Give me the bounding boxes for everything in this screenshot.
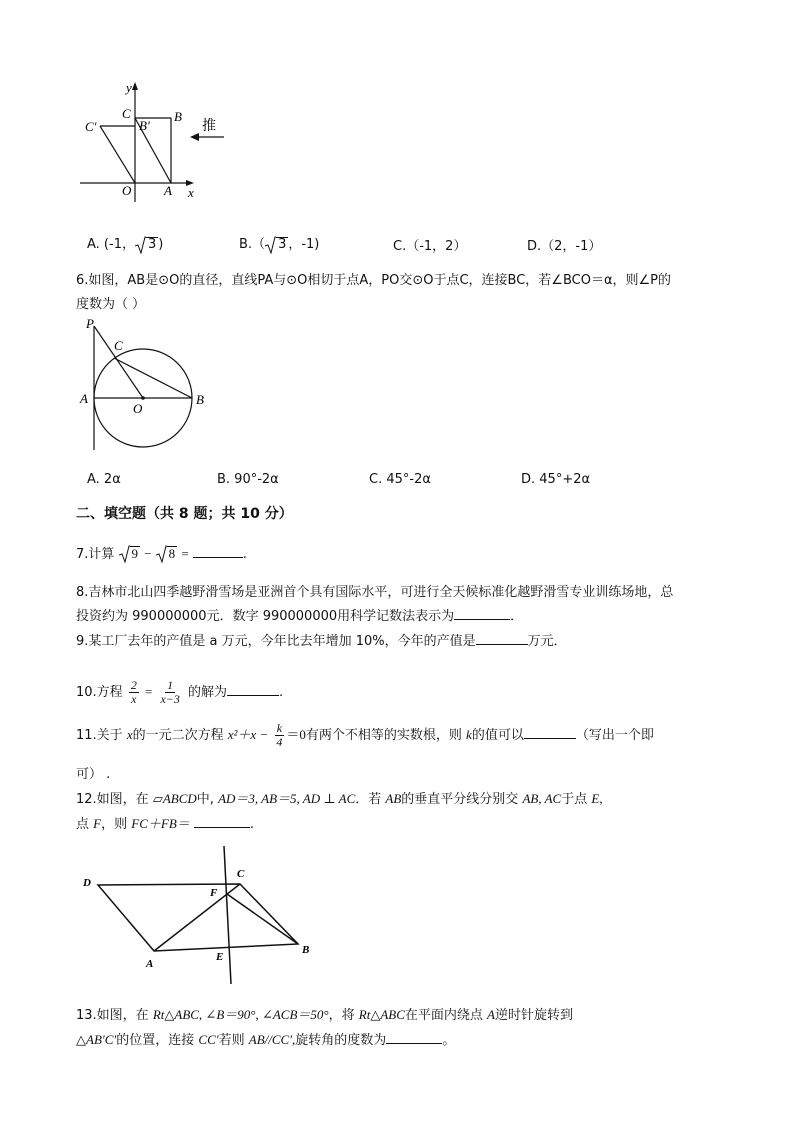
q12-line2-c: ，则 (101, 817, 128, 832)
q10-frac2-den: x−3 (160, 692, 180, 706)
q9 (76, 630, 567, 649)
fig5-label-y: y (126, 80, 132, 95)
q11-equation-b: ＝0 (286, 727, 306, 742)
q7-answer-blank[interactable] (193, 544, 243, 558)
fig12-label-c: C (237, 868, 245, 880)
q12-line2-a: 点 (76, 817, 90, 832)
q13-text-c: ，将 (328, 1008, 355, 1023)
q13-text-g: 逆时针旋转到 (494, 1008, 573, 1023)
q6-option-b: B. 90°-2α (217, 472, 279, 487)
q6-text-line1: 6.如图，AB是⊙O的直径，直线PA与⊙O相切于点A，PO交⊙O于点C，连接BC，若∠BCO＝α，则∠P的 (76, 273, 672, 288)
q6-option-d: D. 45°+2α (521, 472, 591, 487)
q6-option-c: C. 45°-2α (369, 472, 431, 487)
q5-option-b-post: ，-1) (288, 237, 320, 252)
q5-option-a-radicand: 3 (147, 237, 157, 252)
q7-prefix: 7.计算 (76, 547, 115, 562)
fig5-label-c: C (122, 106, 131, 121)
fig5-label-cprime: C′ (85, 119, 97, 134)
q11-post: 有两个不相等的实数根，则 (305, 728, 462, 743)
q8-line1: 8.吉林市北山四季越野滑雪场是亚洲首个具有国际水平，可进行全天候标准化越野滑雪专业训练场地，总 (76, 585, 674, 600)
q11-answer-blank[interactable] (524, 725, 576, 739)
q11-mid: 的一元二次方程 (132, 728, 224, 743)
q7-radicand-1: 9 (131, 546, 139, 561)
q11-line2: 可） . (76, 767, 111, 782)
q12-prefix: 12.如图，在 (76, 792, 149, 807)
fig5-label-x: x (188, 185, 194, 200)
q13-conditions: Rt△ABC, ∠B＝90°, ∠ACB＝50° (152, 1007, 329, 1022)
q12-text-h: 于点 (561, 792, 588, 807)
q13-line2-d: 若则 (218, 1033, 245, 1048)
sqrt-symbol (265, 237, 288, 252)
q12-line2 (76, 813, 254, 832)
q13-prefix: 13.如图，在 (76, 1008, 149, 1023)
q12-text-d: ．若 (355, 792, 382, 807)
q11-line1 (76, 722, 654, 749)
q5-option-b (239, 233, 319, 252)
q8-answer-blank[interactable] (454, 606, 510, 620)
q12-text-f: 的垂直平分线分别交 (401, 792, 519, 807)
q9-text: 9.某工厂去年的产值是 a 万元，今年比去年增加 10%，今年的产值是 (76, 634, 476, 649)
fig6-label-b: B (196, 392, 204, 407)
q6-option-a: A. 2α (87, 472, 121, 487)
q7-radicand-2: 8 (168, 546, 176, 561)
q12-line2-end: . (249, 817, 255, 832)
q11-k-den: 4 (276, 735, 283, 749)
fig5-label-bprime: B′ (139, 118, 150, 133)
q12-line1 (76, 788, 603, 807)
q12-answer-blank[interactable] (194, 814, 250, 828)
q11-var-k: k (466, 727, 472, 742)
q5-option-a-pre: A. (-1， (87, 237, 135, 252)
fig6-label-p: P (86, 316, 94, 331)
q5-coordinate-figure (72, 78, 242, 206)
sqrt-symbol (119, 546, 141, 562)
sqrt-symbol (135, 237, 158, 252)
q12-text-b: 中, (196, 792, 214, 807)
q13-answer-blank[interactable] (386, 1030, 442, 1044)
q12-ab: AB (385, 791, 402, 806)
q11-k-fraction (274, 722, 284, 749)
q10-prefix: 10.方程 (76, 685, 123, 700)
q13-line2-b: 的位置，连接 (116, 1033, 195, 1048)
q13-triangle: Rt△ABC (358, 1007, 405, 1022)
q8-line2-text: 投资约为 990000000元．数字 990000000用科学记数法表示为 (76, 609, 455, 624)
q12-expression: FC＋FB＝ (131, 816, 190, 831)
q11-prefix: 11.关于 (76, 728, 123, 743)
q12-ab-ac: AB, AC (522, 791, 562, 806)
q12-parallelogram-figure (76, 842, 326, 990)
fig5-label-o: O (122, 183, 132, 198)
fig5-push-label: 推 (202, 119, 216, 134)
q6-text-line2: 度数为（ ） (76, 297, 146, 312)
q13-line2 (76, 1029, 455, 1048)
sqrt-symbol (156, 546, 178, 562)
q13-rotated-triangle: △AB′C′ (76, 1032, 117, 1047)
fig6-label-a: A (80, 391, 88, 406)
q11-k-num: k (276, 721, 283, 735)
q13-line1 (76, 1004, 573, 1023)
q10-frac1-den: x (131, 692, 137, 706)
q10 (76, 679, 283, 706)
q10-frac2-num: 1 (167, 678, 174, 692)
q9-end: 万元． (527, 634, 567, 649)
fig12-label-a: A (146, 958, 154, 970)
q11-equation-a: x²＋x − (227, 727, 269, 742)
fig6-label-c: C (114, 338, 123, 353)
q8-line2 (76, 605, 523, 624)
q6-circle-figure (76, 314, 216, 454)
q13-text-e: 在平面内绕点 (404, 1008, 483, 1023)
fig12-label-b: B (302, 944, 310, 956)
q5-option-b-radicand: 3 (278, 237, 287, 252)
q10-fraction-2 (158, 679, 181, 706)
q12-parallelogram: ▱ABCD (152, 791, 197, 806)
q7-equals: = (181, 546, 189, 561)
fig5-label-a: A (164, 183, 172, 198)
q13-line2-end: 。 (442, 1033, 456, 1048)
section-title: 二、填空题（共 8 题；共 10 分） (76, 506, 293, 522)
q13-line2-f: 旋转角的度数为 (295, 1033, 387, 1048)
q5-option-c: C.（-1，2） (393, 239, 467, 254)
q12-point-e: E, (591, 791, 603, 806)
q11-var-x: x (126, 727, 133, 742)
q5-option-d: D.（2，-1） (527, 239, 602, 254)
q5-option-b-pre: B.（ (239, 237, 266, 252)
q13-parallel: AB//CC′, (248, 1032, 296, 1047)
q5-option-a-post: ) (158, 237, 164, 252)
q10-post: 的解为 (188, 685, 228, 700)
q12-conditions: AD＝3, AB＝5, AD ⊥ AC (218, 791, 356, 806)
q11-post2: 的值可以 (471, 728, 524, 743)
fig12-label-e: E (216, 951, 224, 963)
q12-point-f: F (93, 816, 102, 831)
q7 (76, 543, 247, 562)
q13-cc-prime: CC′ (198, 1032, 219, 1047)
fig12-label-d: D (83, 877, 91, 889)
q10-frac1-num: 2 (130, 678, 137, 692)
q10-equals: = (144, 684, 153, 699)
q7-end: . (242, 547, 247, 562)
q10-end: . (279, 685, 284, 700)
q8-line2-end: ． (510, 609, 524, 624)
q5-option-a (87, 233, 163, 252)
q11-hint: （写出一个即 (575, 728, 654, 743)
fig5-label-b: B (174, 109, 182, 124)
q10-fraction-1 (129, 679, 139, 706)
q9-answer-blank[interactable] (476, 631, 528, 645)
fig12-label-f: F (210, 887, 218, 899)
fig6-label-o: O (133, 401, 143, 416)
q7-minus: − (144, 546, 152, 561)
q13-point-a: A (487, 1007, 495, 1022)
q10-answer-blank[interactable] (227, 682, 279, 696)
